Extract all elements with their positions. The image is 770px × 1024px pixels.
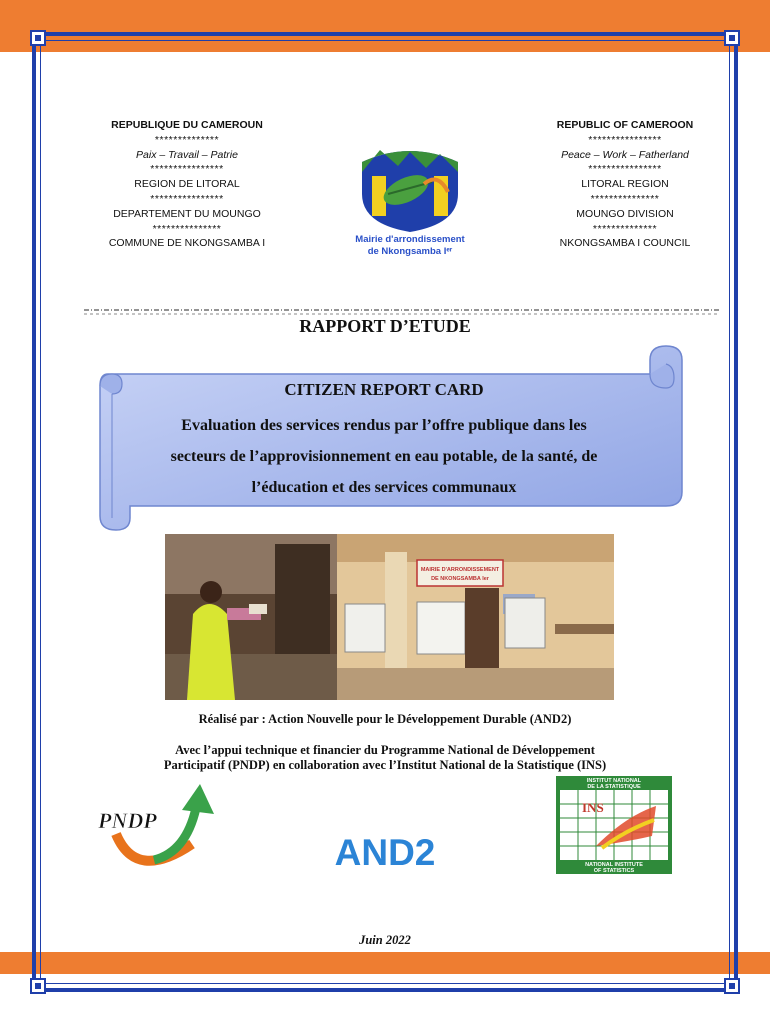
- frame-corner-bottom-left: [30, 978, 46, 994]
- ins-top-line2: DE LA STATISTIQUE: [587, 784, 641, 790]
- header-right: [530, 118, 720, 251]
- country-name-fr: REPUBLIQUE DU CAMEROUN: [111, 119, 263, 131]
- ins-mark: INS: [582, 800, 604, 815]
- support-line-2: Participatif (PNDP) en collaboration avec l’Institut National de la Statistique (INS): [163, 758, 607, 772]
- cover-photo: [165, 534, 614, 700]
- mairie-logo-line2: de Nkongsamba Iᵉʳ: [367, 246, 453, 257]
- separator: ***************: [590, 192, 660, 205]
- separator: ****************: [588, 133, 662, 146]
- frame-corner-top-right: [724, 30, 740, 46]
- mairie-logo: [340, 132, 480, 262]
- division-en: MOUNGO DIVISION: [576, 207, 674, 220]
- separator: ****************: [150, 163, 224, 176]
- separator: **************: [154, 133, 220, 146]
- motto-en: Peace – Work – Fatherland: [561, 148, 689, 161]
- scroll-line-1: Evaluation des services rendus par l’offre publique dans les: [181, 417, 587, 434]
- region-en: LITORAL REGION: [581, 178, 669, 191]
- photo-sign-line1: MAIRIE D'ARRONDISSEMENT: [420, 567, 500, 573]
- ins-bottom-line2: OF STATISTICS: [593, 868, 635, 874]
- department-fr: DEPARTEMENT DU MOUNGO: [113, 207, 261, 220]
- photo-sign-line2: DE NKONGSAMBA Ier: [431, 576, 489, 582]
- header-left: [92, 118, 282, 251]
- country-name-en: REPUBLIC OF CAMEROON: [556, 119, 694, 131]
- separator: ****************: [150, 192, 224, 205]
- commune-fr: COMMUNE DE NKONGSAMBA I: [108, 237, 266, 250]
- ins-top-line1: INSTITUT NATIONAL: [586, 778, 642, 784]
- frame-corner-bottom-right: [724, 978, 740, 994]
- council-en: NKONGSAMBA I COUNCIL: [559, 237, 691, 250]
- report-title: RAPPORT D’ETUDE: [299, 316, 471, 336]
- motto-fr: Paix – Travail – Patrie: [136, 148, 238, 161]
- produced-by: Réalisé par : Action Nouvelle pour le Développement Durable (AND2): [198, 712, 572, 726]
- region-fr: REGION DE LITORAL: [134, 178, 240, 191]
- and2-logo: AND2: [334, 832, 436, 873]
- report-date: Juin 2022: [359, 933, 411, 947]
- pndp-logo-text: PNDP: [98, 808, 157, 833]
- scroll-content: [124, 380, 644, 503]
- frame-corner-top-left: [30, 30, 46, 46]
- support-statement: [100, 743, 670, 773]
- support-line-1: Avec l’appui technique et financier du Programme National de Développement: [175, 743, 595, 757]
- scroll-heading: CITIZEN REPORT CARD: [284, 380, 484, 399]
- ins-bottom-line1: NATIONAL INSTITUTE: [585, 862, 643, 868]
- scroll-line-2: secteurs de l’approvisionnement en eau potable, de la santé, de: [170, 448, 598, 465]
- separator: **************: [592, 222, 658, 235]
- mairie-logo-line1: Mairie d'arrondissement: [355, 234, 465, 245]
- ins-logo: [556, 776, 672, 874]
- separator: ****************: [588, 163, 662, 176]
- pndp-logo: [96, 782, 226, 872]
- scroll-line-3: l’éducation et des services communaux: [251, 479, 517, 496]
- separator: ***************: [152, 222, 222, 235]
